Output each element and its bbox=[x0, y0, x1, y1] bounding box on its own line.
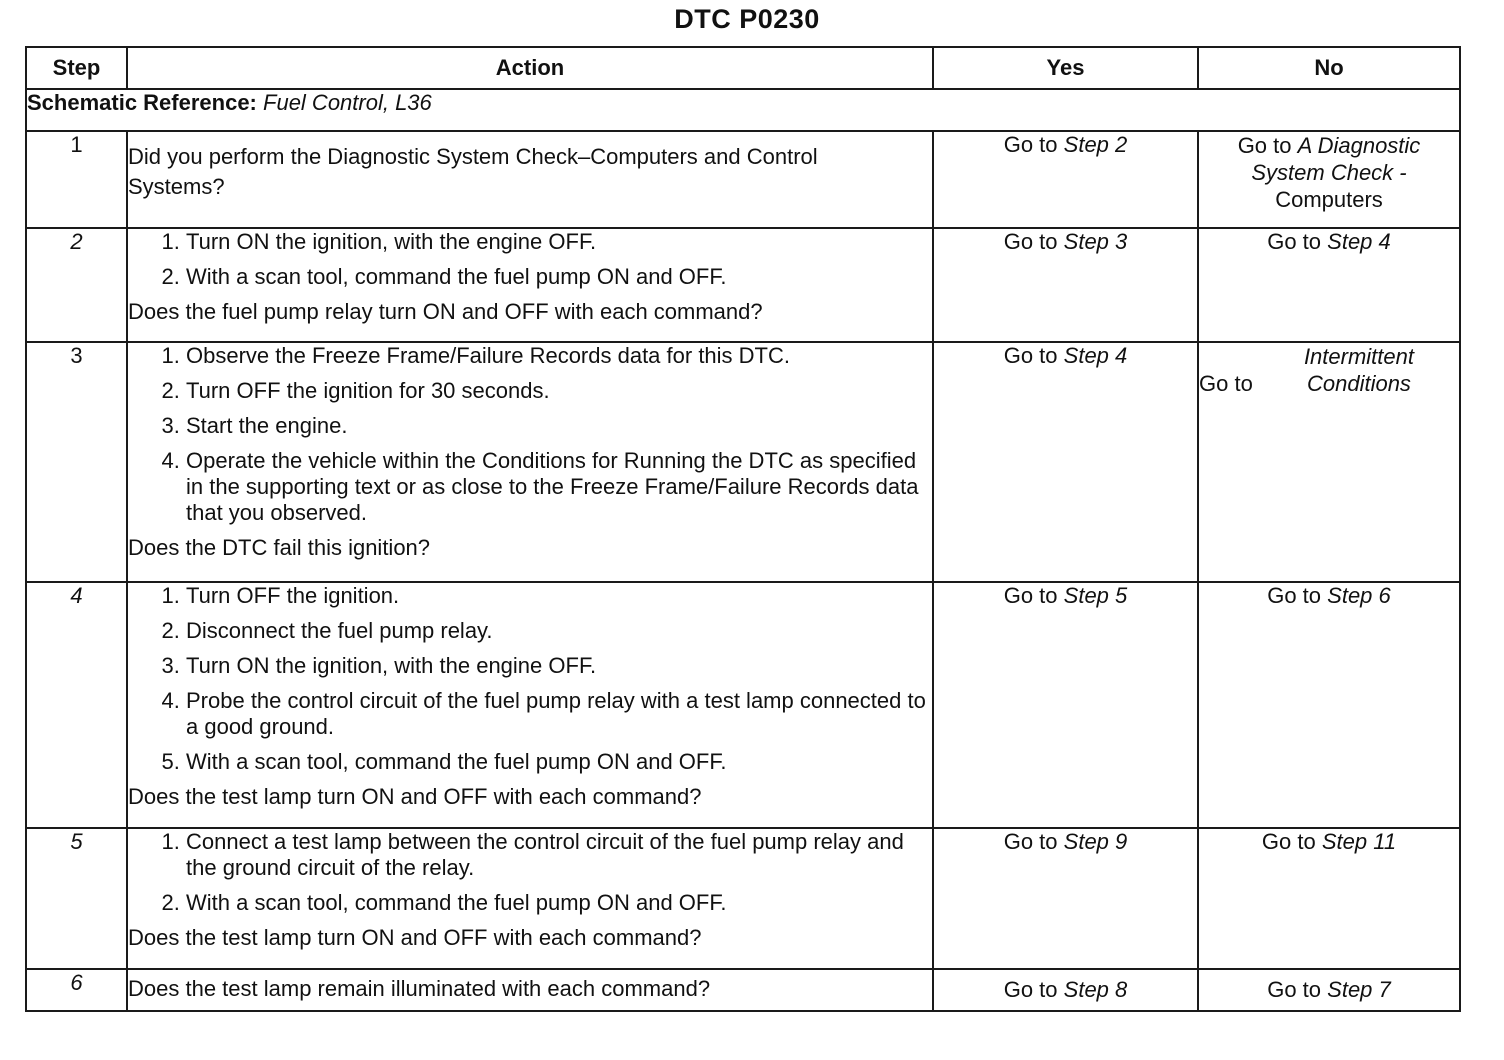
schematic-row bbox=[26, 89, 1460, 131]
yes-cell bbox=[933, 582, 1198, 828]
action-step: 2. With a scan tool, command the fuel pump ON and OFF. bbox=[186, 264, 932, 290]
no-target: Step 11 bbox=[1321, 829, 1397, 854]
step-number: 2 bbox=[26, 228, 127, 342]
step-number: 3 bbox=[26, 342, 127, 582]
go-to-label: Go to bbox=[1267, 583, 1322, 608]
table-row bbox=[26, 131, 1460, 228]
no-target: Step 6 bbox=[1327, 583, 1391, 608]
yes-cell bbox=[933, 828, 1198, 969]
go-to-label: Go to bbox=[1003, 977, 1058, 1002]
action-intro: Did you perform the Diagnostic System Check–Computers and Control Systems? bbox=[128, 144, 818, 199]
no-target: A Diagnostic System Check - bbox=[1251, 133, 1421, 185]
dtc-table bbox=[25, 46, 1461, 1012]
yes-target: Step 9 bbox=[1063, 829, 1128, 854]
action-question: Does the fuel pump relay turn ON and OFF with each command? bbox=[128, 299, 763, 324]
action-step: 4. Operate the vehicle within the Conditions for Running the DTC as specified in the supporting text or as close to the Freeze Frame/Failure Records data that you observed. bbox=[186, 448, 932, 526]
action-cell bbox=[127, 828, 933, 969]
table-row bbox=[26, 342, 1460, 582]
table-row bbox=[26, 228, 1460, 342]
action-step: 4. Probe the control circuit of the fuel pump relay with a test lamp connected to a good ground. bbox=[186, 688, 932, 740]
yes-cell bbox=[933, 228, 1198, 342]
header-action: Action bbox=[127, 47, 933, 89]
no-cell bbox=[1198, 228, 1460, 342]
schematic-reference bbox=[26, 89, 1460, 131]
action-step: 1. Connect a test lamp between the control circuit of the fuel pump relay and the ground circuit of the relay. bbox=[186, 829, 932, 881]
no-target: Intermittent Conditions bbox=[1303, 344, 1414, 396]
action-steps bbox=[128, 343, 932, 526]
yes-cell bbox=[933, 969, 1198, 1011]
yes-target: Step 2 bbox=[1063, 132, 1128, 157]
action-step: 2. Disconnect the fuel pump relay. bbox=[186, 618, 932, 644]
action-step: 3. Turn ON the ignition, with the engine OFF. bbox=[186, 653, 932, 679]
no-target: Step 4 bbox=[1327, 229, 1391, 254]
table-row bbox=[26, 828, 1460, 969]
yes-cell bbox=[933, 131, 1198, 228]
no-cell bbox=[1198, 582, 1460, 828]
go-to-label: Go to bbox=[1267, 977, 1322, 1002]
yes-target: Step 4 bbox=[1063, 343, 1128, 368]
yes-target: Step 3 bbox=[1063, 229, 1128, 254]
step-number: 1 bbox=[26, 131, 127, 228]
action-cell bbox=[127, 342, 933, 582]
header-step: Step bbox=[26, 47, 127, 89]
no-cell bbox=[1198, 828, 1460, 969]
go-to-label: Go to bbox=[1003, 343, 1058, 368]
action-step: 1. Turn OFF the ignition. bbox=[186, 583, 932, 609]
action-question: Does the DTC fail this ignition? bbox=[128, 535, 431, 560]
no-cell bbox=[1198, 342, 1460, 582]
action-cell bbox=[127, 582, 933, 828]
action-steps bbox=[128, 829, 932, 916]
step-number: 6 bbox=[26, 969, 127, 1011]
header-no: No bbox=[1198, 47, 1460, 89]
action-question: Does the test lamp remain illuminated with each command? bbox=[128, 976, 711, 1001]
action-step: 1. Observe the Freeze Frame/Failure Records data for this DTC. bbox=[186, 343, 932, 369]
action-step: 5. With a scan tool, command the fuel pump ON and OFF. bbox=[186, 749, 932, 775]
schematic-value: Fuel Control, L36 bbox=[263, 90, 432, 115]
yes-cell bbox=[933, 342, 1198, 582]
go-to-label: Go to bbox=[1237, 133, 1292, 158]
go-to-label: Go to bbox=[1003, 229, 1058, 254]
table-row bbox=[26, 582, 1460, 828]
action-cell bbox=[127, 969, 933, 1011]
go-to-label: Go to bbox=[1003, 132, 1058, 157]
action-question: Does the test lamp turn ON and OFF with each command? bbox=[128, 784, 702, 809]
step-number: 4 bbox=[26, 582, 127, 828]
no-target: Step 7 bbox=[1327, 977, 1391, 1002]
action-question: Does the test lamp turn ON and OFF with each command? bbox=[128, 925, 702, 950]
yes-target: Step 5 bbox=[1063, 583, 1128, 608]
action-steps bbox=[128, 229, 932, 290]
schematic-label: Schematic Reference: bbox=[27, 90, 257, 115]
action-steps bbox=[128, 583, 932, 775]
header-yes: Yes bbox=[933, 47, 1198, 89]
action-step: 2. Turn OFF the ignition for 30 seconds. bbox=[186, 378, 932, 404]
action-step: 2. With a scan tool, command the fuel pump ON and OFF. bbox=[186, 890, 932, 916]
no-cell bbox=[1198, 969, 1460, 1011]
no-cell bbox=[1198, 131, 1460, 228]
go-to-label: Go to bbox=[1267, 229, 1322, 254]
go-to-label: Go to bbox=[1199, 371, 1253, 396]
action-step: 3. Start the engine. bbox=[186, 413, 932, 439]
header-row bbox=[26, 47, 1460, 89]
action-step: 1. Turn ON the ignition, with the engine OFF. bbox=[186, 229, 932, 255]
step-number: 5 bbox=[26, 828, 127, 969]
go-to-label: Go to bbox=[1003, 829, 1058, 854]
no-target-suffix: Computers bbox=[1275, 187, 1383, 212]
action-cell bbox=[127, 131, 933, 228]
go-to-label: Go to bbox=[1261, 829, 1316, 854]
table-row bbox=[26, 969, 1460, 1011]
action-cell bbox=[127, 228, 933, 342]
page-title: DTC P0230 bbox=[674, 4, 820, 34]
yes-target: Step 8 bbox=[1063, 977, 1128, 1002]
go-to-label: Go to bbox=[1003, 583, 1058, 608]
